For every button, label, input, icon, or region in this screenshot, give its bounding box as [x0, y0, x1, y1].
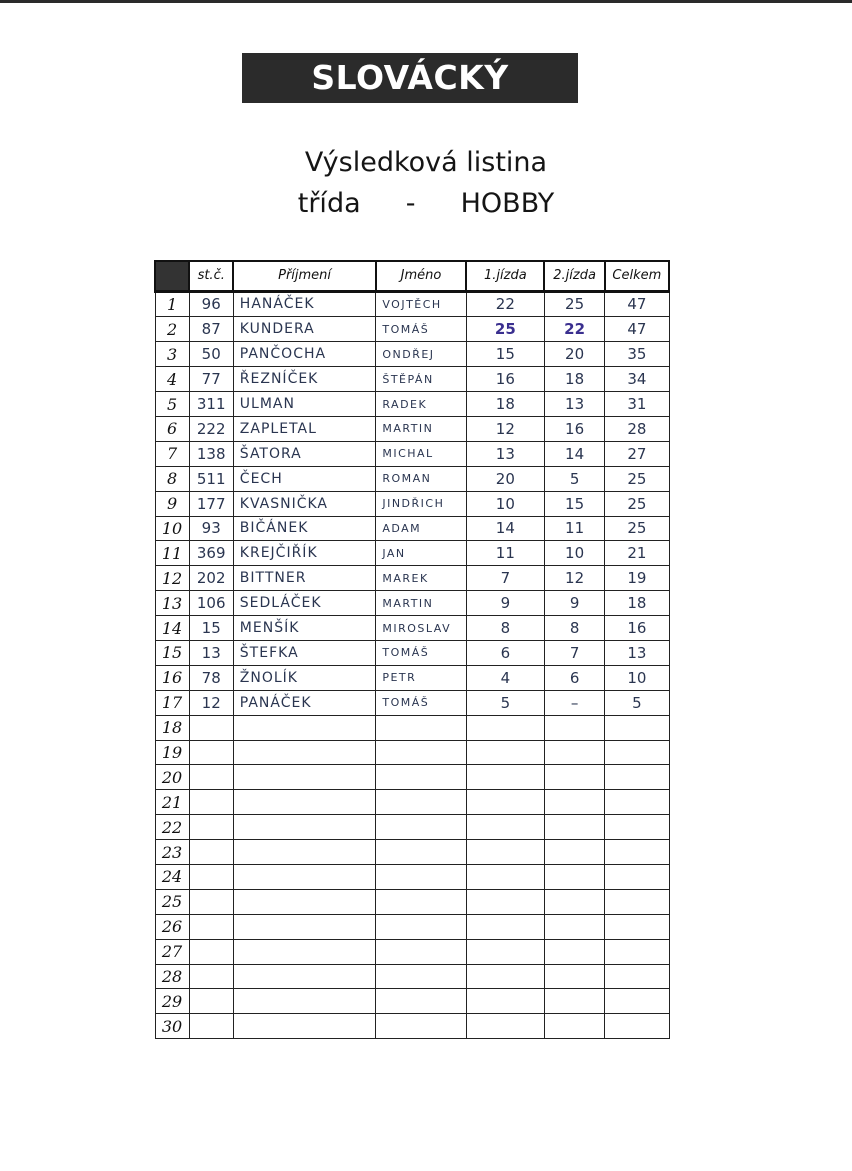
table-row: [155, 291, 669, 317]
first-name-cell: VOJTĚCH: [376, 291, 466, 317]
rank-cell: 15: [155, 640, 189, 665]
start-number-cell: [189, 765, 233, 790]
table-row: [155, 466, 669, 491]
total-cell: 25: [605, 516, 669, 541]
surname-cell: [233, 939, 376, 964]
run-1-cell: 16: [466, 367, 544, 392]
start-number-cell: [189, 864, 233, 889]
run-1-cell: 7: [466, 566, 544, 591]
surname-cell: [233, 864, 376, 889]
surname-cell: ULMAN: [233, 392, 376, 417]
run-2-cell: [544, 815, 604, 840]
start-number-cell: [189, 815, 233, 840]
run-2-cell: [544, 840, 604, 865]
run-1-cell: [466, 989, 544, 1014]
total-cell: [605, 864, 669, 889]
rank-cell: 30: [155, 1014, 189, 1039]
first-name-cell: [376, 790, 466, 815]
first-name-cell: JINDŘICH: [376, 491, 466, 516]
table-row: [155, 566, 669, 591]
run-1-cell: 9: [466, 591, 544, 616]
rank-cell: 1: [155, 291, 189, 317]
table-row: [155, 765, 669, 790]
run-2-cell: [544, 964, 604, 989]
total-cell: 31: [605, 392, 669, 417]
start-number-cell: 87: [189, 317, 233, 342]
run-2-cell: 6: [544, 665, 604, 690]
run-1-cell: 10: [466, 491, 544, 516]
run-2-cell: 20: [544, 342, 604, 367]
table-row: [155, 367, 669, 392]
table-row: [155, 416, 669, 441]
total-cell: 35: [605, 342, 669, 367]
run-1-cell: [466, 790, 544, 815]
start-number-cell: [189, 989, 233, 1014]
rank-cell: 18: [155, 715, 189, 740]
run-2-cell: [544, 989, 604, 1014]
document-subtitle: Výsledková listina: [304, 147, 548, 178]
run-1-cell: [466, 964, 544, 989]
first-name-cell: [376, 740, 466, 765]
rank-cell: 2: [155, 317, 189, 342]
run-1-cell: 13: [466, 441, 544, 466]
run-2-cell: 8: [544, 616, 604, 641]
run-2-cell: 13: [544, 392, 604, 417]
header-row: [155, 261, 669, 291]
run-2-cell: [544, 715, 604, 740]
run-1-cell: 6: [466, 640, 544, 665]
run-2-cell: 5: [544, 466, 604, 491]
first-name-cell: PETR: [376, 665, 466, 690]
surname-cell: [233, 1014, 376, 1039]
rank-cell: 20: [155, 765, 189, 790]
table-row: [155, 690, 669, 715]
start-number-cell: 138: [189, 441, 233, 466]
table-row: [155, 317, 669, 342]
table-row: [155, 541, 669, 566]
first-name-cell: [376, 864, 466, 889]
table-row: [155, 1014, 669, 1039]
total-cell: 27: [605, 441, 669, 466]
event-title-banner: SLOVÁCKÝ POHÁR: [242, 53, 578, 103]
rank-cell: 13: [155, 591, 189, 616]
start-number-cell: [189, 740, 233, 765]
first-name-cell: [376, 964, 466, 989]
scan-top-edge: [0, 0, 852, 3]
rank-cell: 17: [155, 690, 189, 715]
class-separator: -: [405, 188, 416, 219]
run-1-cell: 25: [466, 317, 544, 342]
rank-cell: 24: [155, 864, 189, 889]
total-cell: [605, 740, 669, 765]
start-number-cell: 77: [189, 367, 233, 392]
table-row: [155, 840, 669, 865]
surname-cell: KVASNIČKA: [233, 491, 376, 516]
run-1-cell: 8: [466, 616, 544, 641]
first-name-cell: [376, 815, 466, 840]
run-1-cell: [466, 914, 544, 939]
start-number-cell: 93: [189, 516, 233, 541]
run-1-cell: [466, 740, 544, 765]
run-1-cell: [466, 765, 544, 790]
table-row: [155, 441, 669, 466]
total-cell: [605, 889, 669, 914]
run-2-cell: 12: [544, 566, 604, 591]
first-name-cell: JAN: [376, 541, 466, 566]
run-2-cell: 16: [544, 416, 604, 441]
rank-cell: 14: [155, 616, 189, 641]
total-cell: 25: [605, 491, 669, 516]
header-surname: Příjmení: [233, 261, 376, 291]
rank-cell: 23: [155, 840, 189, 865]
surname-cell: [233, 740, 376, 765]
total-cell: [605, 840, 669, 865]
total-cell: 10: [605, 665, 669, 690]
total-cell: 28: [605, 416, 669, 441]
surname-cell: ŠTEFKA: [233, 640, 376, 665]
start-number-cell: 78: [189, 665, 233, 690]
rank-cell: 3: [155, 342, 189, 367]
run-1-cell: 15: [466, 342, 544, 367]
class-label: třída: [297, 188, 361, 219]
table-row: [155, 740, 669, 765]
rank-cell: 10: [155, 516, 189, 541]
surname-cell: ČECH: [233, 466, 376, 491]
total-cell: [605, 964, 669, 989]
results-table: [154, 260, 670, 1039]
table-row: [155, 516, 669, 541]
start-number-cell: [189, 939, 233, 964]
start-number-cell: [189, 914, 233, 939]
start-number-cell: 96: [189, 291, 233, 317]
run-1-cell: 14: [466, 516, 544, 541]
table-row: [155, 591, 669, 616]
total-cell: 34: [605, 367, 669, 392]
first-name-cell: MARTIN: [376, 591, 466, 616]
total-cell: 5: [605, 690, 669, 715]
table-row: [155, 715, 669, 740]
rank-cell: 25: [155, 889, 189, 914]
first-name-cell: [376, 715, 466, 740]
first-name-cell: [376, 914, 466, 939]
total-cell: 21: [605, 541, 669, 566]
rank-cell: 8: [155, 466, 189, 491]
surname-cell: ŠATORA: [233, 441, 376, 466]
table-row: [155, 964, 669, 989]
first-name-cell: RADEK: [376, 392, 466, 417]
total-cell: [605, 765, 669, 790]
start-number-cell: 50: [189, 342, 233, 367]
rank-cell: 21: [155, 790, 189, 815]
run-2-cell: [544, 740, 604, 765]
run-2-cell: [544, 939, 604, 964]
table-row: [155, 342, 669, 367]
run-1-cell: 4: [466, 665, 544, 690]
run-1-cell: 11: [466, 541, 544, 566]
total-cell: 25: [605, 466, 669, 491]
total-cell: 18: [605, 591, 669, 616]
surname-cell: [233, 815, 376, 840]
surname-cell: BITTNER: [233, 566, 376, 591]
rank-cell: 27: [155, 939, 189, 964]
start-number-cell: 177: [189, 491, 233, 516]
total-cell: [605, 914, 669, 939]
first-name-cell: MARTIN: [376, 416, 466, 441]
first-name-cell: ROMAN: [376, 466, 466, 491]
rank-cell: 29: [155, 989, 189, 1014]
run-2-cell: 9: [544, 591, 604, 616]
start-number-cell: [189, 840, 233, 865]
surname-cell: PANÁČEK: [233, 690, 376, 715]
surname-cell: KREJČIŘÍK: [233, 541, 376, 566]
run-2-cell: [544, 889, 604, 914]
table-row: [155, 790, 669, 815]
start-number-cell: 106: [189, 591, 233, 616]
first-name-cell: [376, 765, 466, 790]
table-row: [155, 939, 669, 964]
first-name-cell: [376, 1014, 466, 1039]
total-cell: [605, 1014, 669, 1039]
rank-cell: 6: [155, 416, 189, 441]
first-name-cell: [376, 939, 466, 964]
run-2-cell: 25: [544, 291, 604, 317]
rank-cell: 11: [155, 541, 189, 566]
first-name-cell: TOMÁŠ: [376, 690, 466, 715]
surname-cell: [233, 889, 376, 914]
start-number-cell: [189, 715, 233, 740]
total-cell: 19: [605, 566, 669, 591]
start-number-cell: [189, 790, 233, 815]
class-value: HOBBY: [460, 188, 555, 219]
table-row: [155, 864, 669, 889]
total-cell: [605, 790, 669, 815]
run-1-cell: [466, 840, 544, 865]
run-2-cell: [544, 1014, 604, 1039]
first-name-cell: [376, 889, 466, 914]
surname-cell: MENŠÍK: [233, 616, 376, 641]
first-name-cell: ONDŘEJ: [376, 342, 466, 367]
first-name-cell: ŠTĚPÁN: [376, 367, 466, 392]
total-cell: [605, 815, 669, 840]
table-row: [155, 640, 669, 665]
rank-cell: 12: [155, 566, 189, 591]
rank-cell: 4: [155, 367, 189, 392]
run-2-cell: 10: [544, 541, 604, 566]
surname-cell: [233, 840, 376, 865]
start-number-cell: 12: [189, 690, 233, 715]
header-start-number: st.č.: [189, 261, 233, 291]
start-number-cell: 511: [189, 466, 233, 491]
total-cell: [605, 939, 669, 964]
table-row: [155, 889, 669, 914]
surname-cell: BIČÁNEK: [233, 516, 376, 541]
run-2-cell: [544, 765, 604, 790]
surname-cell: [233, 765, 376, 790]
start-number-cell: 202: [189, 566, 233, 591]
start-number-cell: [189, 964, 233, 989]
table-row: [155, 491, 669, 516]
class-line: [0, 188, 852, 219]
header-rank: [155, 261, 189, 291]
surname-cell: SEDLÁČEK: [233, 591, 376, 616]
total-cell: [605, 715, 669, 740]
rank-cell: 22: [155, 815, 189, 840]
surname-cell: ŘEZNÍČEK: [233, 367, 376, 392]
run-1-cell: 22: [466, 291, 544, 317]
first-name-cell: MICHAL: [376, 441, 466, 466]
first-name-cell: [376, 840, 466, 865]
total-cell: 13: [605, 640, 669, 665]
total-cell: 16: [605, 616, 669, 641]
surname-cell: [233, 989, 376, 1014]
surname-cell: [233, 790, 376, 815]
start-number-cell: 311: [189, 392, 233, 417]
header-run-1: 1.jízda: [466, 261, 544, 291]
run-2-cell: 18: [544, 367, 604, 392]
total-cell: [605, 989, 669, 1014]
run-1-cell: [466, 864, 544, 889]
surname-cell: [233, 715, 376, 740]
table-row: [155, 815, 669, 840]
run-1-cell: 18: [466, 392, 544, 417]
run-1-cell: [466, 889, 544, 914]
run-1-cell: [466, 939, 544, 964]
run-2-cell: 22: [544, 317, 604, 342]
first-name-cell: [376, 989, 466, 1014]
run-1-cell: 5: [466, 690, 544, 715]
table-row: [155, 665, 669, 690]
run-2-cell: 7: [544, 640, 604, 665]
start-number-cell: 13: [189, 640, 233, 665]
rank-cell: 7: [155, 441, 189, 466]
start-number-cell: [189, 889, 233, 914]
surname-cell: [233, 914, 376, 939]
run-1-cell: [466, 715, 544, 740]
surname-cell: ZAPLETAL: [233, 416, 376, 441]
surname-cell: PANČOCHA: [233, 342, 376, 367]
first-name-cell: ADAM: [376, 516, 466, 541]
table-row: [155, 914, 669, 939]
total-cell: 47: [605, 317, 669, 342]
rank-cell: 19: [155, 740, 189, 765]
run-2-cell: [544, 864, 604, 889]
run-2-cell: 14: [544, 441, 604, 466]
first-name-cell: MIROSLAV: [376, 616, 466, 641]
table-row: [155, 989, 669, 1014]
table-row: [155, 616, 669, 641]
rank-cell: 26: [155, 914, 189, 939]
start-number-cell: 15: [189, 616, 233, 641]
run-1-cell: 12: [466, 416, 544, 441]
surname-cell: HANÁČEK: [233, 291, 376, 317]
start-number-cell: 369: [189, 541, 233, 566]
header-first-name: Jméno: [376, 261, 466, 291]
first-name-cell: TOMÁŠ: [376, 640, 466, 665]
header-run-2: 2.jízda: [544, 261, 604, 291]
run-1-cell: [466, 1014, 544, 1039]
run-2-cell: 15: [544, 491, 604, 516]
surname-cell: [233, 964, 376, 989]
run-2-cell: [544, 790, 604, 815]
run-2-cell: –: [544, 690, 604, 715]
run-2-cell: 11: [544, 516, 604, 541]
run-1-cell: 20: [466, 466, 544, 491]
rank-cell: 9: [155, 491, 189, 516]
header-total: Celkem: [605, 261, 669, 291]
surname-cell: KUNDERA: [233, 317, 376, 342]
first-name-cell: TOMÁŠ: [376, 317, 466, 342]
table-row: [155, 392, 669, 417]
start-number-cell: [189, 1014, 233, 1039]
rank-cell: 16: [155, 665, 189, 690]
run-2-cell: [544, 914, 604, 939]
start-number-cell: 222: [189, 416, 233, 441]
rank-cell: 28: [155, 964, 189, 989]
total-cell: 47: [605, 291, 669, 317]
rank-cell: 5: [155, 392, 189, 417]
surname-cell: ŽNOLÍK: [233, 665, 376, 690]
first-name-cell: MAREK: [376, 566, 466, 591]
run-1-cell: [466, 815, 544, 840]
